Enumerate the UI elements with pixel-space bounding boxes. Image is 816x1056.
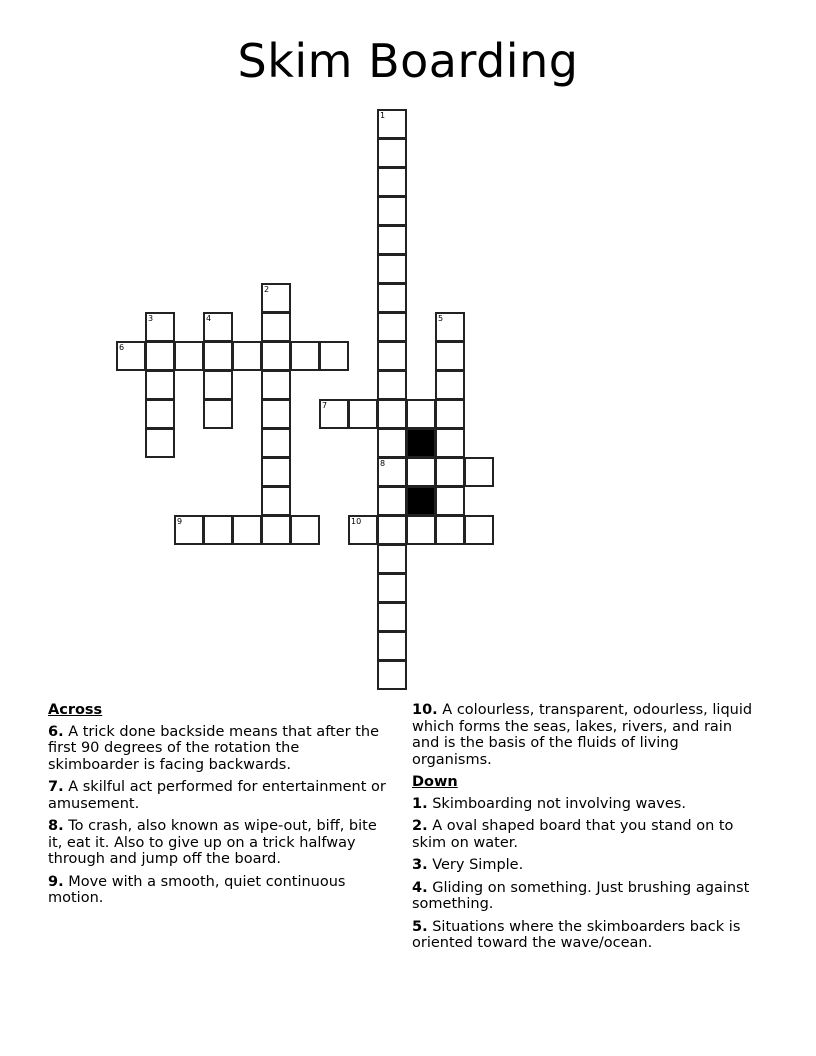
grid-cell[interactable] (377, 254, 407, 284)
grid-cell[interactable] (261, 399, 291, 429)
puzzle-title: Skim Boarding (237, 34, 579, 88)
clue-number: 2. (412, 818, 428, 834)
grid-cell[interactable] (261, 312, 291, 342)
cell-number: 4 (206, 314, 212, 323)
clue-text: A skilful act performed for entertainment or amusement. (48, 779, 386, 812)
grid-cell[interactable] (290, 515, 320, 545)
grid-cell[interactable] (377, 312, 407, 342)
cell-number: 10 (351, 517, 362, 526)
grid-cell[interactable] (290, 341, 320, 371)
clue-across-10 (412, 702, 762, 768)
grid-cell[interactable] (232, 341, 262, 371)
clue-number: 5. (412, 918, 428, 935)
grid-cell[interactable] (145, 370, 175, 400)
clue-across-8 (48, 818, 393, 868)
clue-text: A oval shaped board that you stand on to skim on water. (412, 818, 734, 851)
clue-number: 8. (48, 818, 64, 834)
cell-number: 2 (264, 285, 270, 294)
cell-number: 8 (380, 459, 386, 468)
across-heading: Across (48, 702, 103, 718)
clue-down-5 (412, 919, 762, 952)
clue-number: 7. (48, 779, 64, 795)
grid-cell[interactable] (406, 457, 436, 487)
grid-cell[interactable] (377, 515, 407, 545)
grid-cell-black (406, 486, 436, 516)
clue-text: Skimboarding not involving waves. (427, 795, 686, 812)
grid-cell[interactable] (435, 399, 465, 429)
grid-cell[interactable] (348, 399, 378, 429)
grid-cell[interactable] (377, 428, 407, 458)
cell-number: 9 (177, 517, 183, 526)
grid-cell-black (406, 428, 436, 458)
grid-cell[interactable] (435, 312, 465, 342)
clue-down-3 (412, 857, 762, 874)
grid-cell[interactable] (377, 196, 407, 226)
grid-cell[interactable] (261, 283, 291, 313)
clue-text: Move with a smooth, quiet continuous motion. (48, 873, 346, 906)
grid-cell[interactable] (377, 167, 407, 197)
grid-cell[interactable] (464, 457, 494, 487)
grid-cell[interactable] (116, 341, 146, 371)
clue-text: Gliding on something. Just brushing against something. (412, 879, 750, 912)
grid-cell[interactable] (203, 515, 233, 545)
grid-cell[interactable] (145, 399, 175, 429)
clue-across-7 (48, 779, 393, 812)
clues-column-left (48, 702, 393, 913)
grid-cell[interactable] (406, 399, 436, 429)
grid-cell[interactable] (174, 515, 204, 545)
grid-cell[interactable] (319, 341, 349, 371)
grid-cell[interactable] (261, 370, 291, 400)
cell-number: 5 (438, 314, 444, 323)
grid-cell[interactable] (377, 109, 407, 139)
grid-cell[interactable] (261, 486, 291, 516)
grid-cell[interactable] (377, 283, 407, 313)
clue-number: 9. (48, 873, 64, 890)
grid-cell[interactable] (435, 486, 465, 516)
grid-cell[interactable] (377, 457, 407, 487)
grid-cell[interactable] (435, 341, 465, 371)
cell-number: 1 (380, 111, 386, 120)
cell-number: 7 (322, 401, 328, 410)
grid-cell[interactable] (377, 544, 407, 574)
grid-cell[interactable] (319, 399, 349, 429)
clue-text: A trick done backside means that after the first 90 degrees of the rotation the skimboarder is facing backwards. (48, 723, 380, 773)
grid-cell[interactable] (261, 515, 291, 545)
grid-cell[interactable] (377, 370, 407, 400)
grid-cell[interactable] (377, 660, 407, 690)
clue-down-2 (412, 818, 762, 851)
cell-number: 6 (119, 343, 125, 352)
grid-cell[interactable] (145, 428, 175, 458)
clue-number: 6. (48, 723, 64, 740)
grid-cell[interactable] (261, 428, 291, 458)
grid-cell[interactable] (232, 515, 262, 545)
grid-cell[interactable] (145, 341, 175, 371)
grid-cell[interactable] (377, 138, 407, 168)
cell-number: 3 (148, 314, 154, 323)
grid-cell[interactable] (377, 225, 407, 255)
grid-cell[interactable] (377, 602, 407, 632)
clue-text: Situations where the skimboarders back is oriented toward the wave/ocean. (412, 918, 741, 951)
grid-cell[interactable] (435, 515, 465, 545)
clue-text: A colourless, transparent, odourless, liquid which forms the seas, lakes, rivers, and rain and is the basis of the fluids of living organisms. (412, 702, 753, 768)
clue-text: To crash, also known as wipe-out, biff, bite it, eat it. Also to give up on a trick halfway through and jump off the board. (48, 818, 377, 867)
grid-cell[interactable] (377, 341, 407, 371)
grid-cell[interactable] (261, 341, 291, 371)
grid-cell[interactable] (377, 486, 407, 516)
clue-number: 1. (412, 795, 428, 812)
grid-cell[interactable] (406, 515, 436, 545)
clue-number: 10. (412, 702, 438, 718)
grid-cell[interactable] (203, 312, 233, 342)
clue-text: Very Simple. (427, 857, 524, 873)
grid-cell[interactable] (145, 312, 175, 342)
clues-column-right (412, 702, 762, 958)
grid-cell[interactable] (377, 399, 407, 429)
clue-number: 4. (412, 879, 428, 896)
clue-down-4 (412, 880, 762, 913)
grid-cell[interactable] (464, 515, 494, 545)
grid-cell[interactable] (377, 631, 407, 661)
grid-cell[interactable] (348, 515, 378, 545)
clue-down-1 (412, 796, 762, 813)
clue-across-9 (48, 874, 393, 907)
grid-cell[interactable] (203, 370, 233, 400)
grid-cell[interactable] (203, 399, 233, 429)
clue-number: 3. (412, 857, 428, 873)
clue-across-6 (48, 724, 393, 774)
down-heading: Down (412, 774, 458, 790)
grid-cell[interactable] (435, 370, 465, 400)
grid-cell[interactable] (203, 341, 233, 371)
grid-cell[interactable] (261, 457, 291, 487)
grid-cell[interactable] (377, 573, 407, 603)
grid-cell[interactable] (174, 341, 204, 371)
grid-cell[interactable] (435, 457, 465, 487)
grid-cell[interactable] (435, 428, 465, 458)
